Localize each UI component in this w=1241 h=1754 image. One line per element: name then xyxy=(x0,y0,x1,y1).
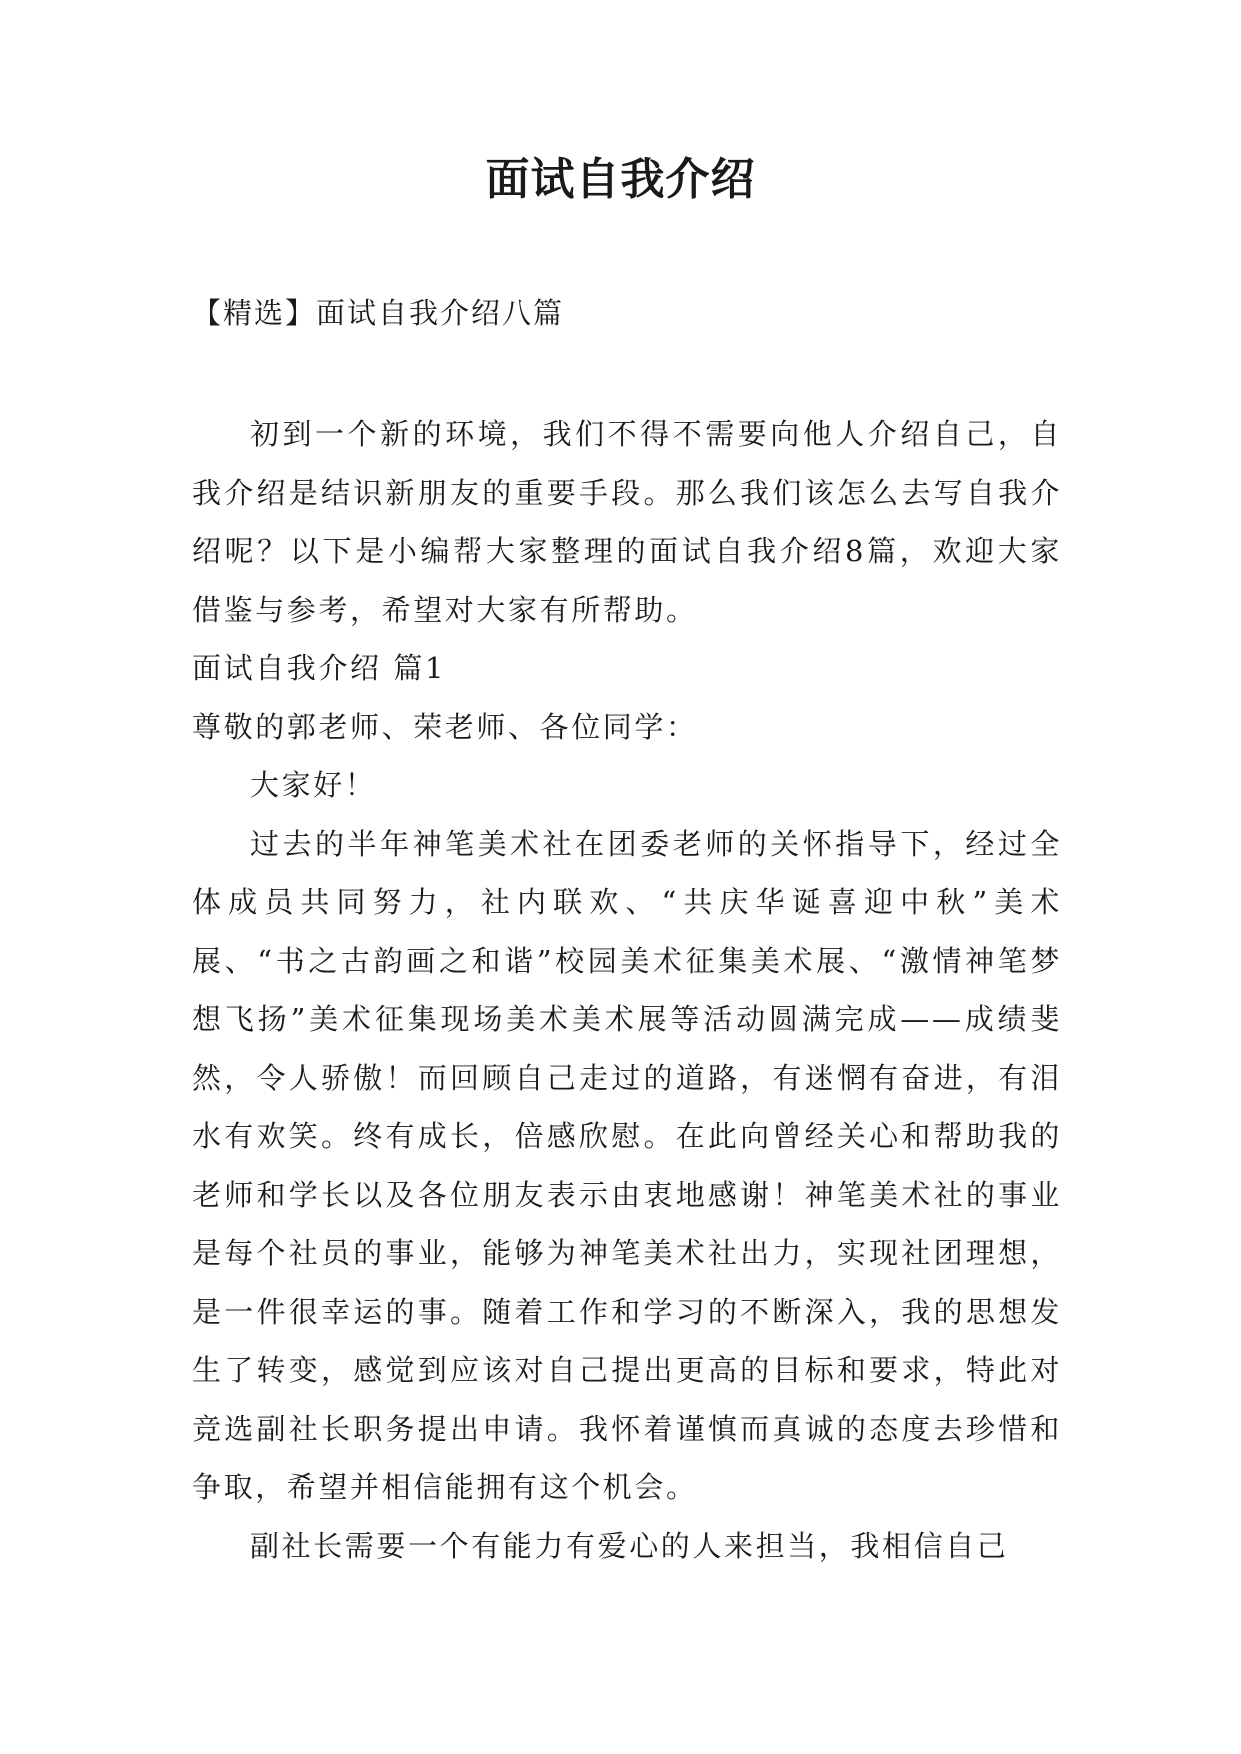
body-paragraph-1: 过去的半年神笔美术社在团委老师的关怀指导下，经过全体成员共同努力，社内联欢、“共庆华诞喜迎中秋”美术展、“书之古韵画之和谐”校园美术征集美术展、“激情神笔梦想飞扬”美术征集现场美术美术展等活动圆满完成——成绩斐然，令人骄傲！而回顾自己走过的道路，有迷惘有奋进，有泪水有欢笑。终有成长，倍感欣慰。在此向曾经关心和帮助我的老师和学长以及各位朋友表示由衷地感谢！神笔美术社的事业是每个社员的事业，能够为神笔美术社出力，实现社团理想，是一件很幸运的事。随着工作和学习的不断深入，我的思想发生了转变，感觉到应该对自己提出更高的目标和要求，特此对竞选副社长职务提出申请。我怀着谨慎而真诚的态度去珍惜和争取，希望并相信能拥有这个机会。 xyxy=(192,826,1062,1504)
section-heading: 面试自我介绍 篇1 xyxy=(192,651,447,685)
body-paragraph-2: 副社长需要一个有能力有爱心的人来担当，我相信自己 xyxy=(250,1528,1009,1563)
page-title: 面试自我介绍 xyxy=(485,154,756,205)
intro-paragraph: 初到一个新的环境，我们不得不需要向他人介绍自己，自我介绍是结识新朋友的重要手段。那么我们该怎么去写自我介绍呢？以下是小编帮大家整理的面试自我介绍8篇，欢迎大家借鉴与参考，希望对大家有所帮助。 xyxy=(192,417,1062,627)
salutation: 尊敬的郭老师、荣老师、各位同学： xyxy=(192,709,698,744)
document-subtitle: 【精选】面试自我介绍八篇 xyxy=(192,296,565,330)
document-body xyxy=(192,405,1062,1575)
greeting: 大家好！ xyxy=(250,768,377,802)
